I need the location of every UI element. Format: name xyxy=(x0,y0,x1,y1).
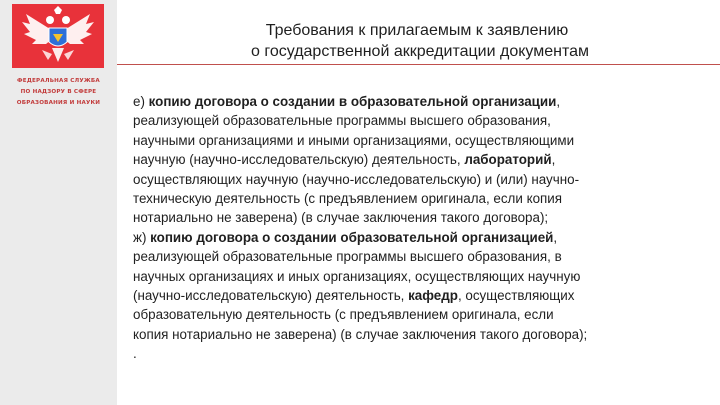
title-line-2: о государственной аккредитации документам xyxy=(251,43,589,60)
eagle-emblem-icon xyxy=(12,4,104,68)
text-line xyxy=(133,228,708,247)
text-line xyxy=(133,150,708,169)
item-e-heading: копию договора о создании в образовательной организации xyxy=(148,94,557,109)
text-line xyxy=(133,92,708,111)
text-segment: научную (научно-исследовательскую) деятельность, xyxy=(133,152,465,168)
agency-name-line-3: ОБРАЗОВАНИЯ И НАУКИ xyxy=(16,100,101,106)
text-line: техническую деятельность (с предъявлением оригинала, если копия xyxy=(133,190,563,206)
agency-name-line-1: ФЕДЕРАЛЬНАЯ СЛУЖБА xyxy=(17,78,100,84)
item-zh-punct: , xyxy=(553,229,558,245)
text-line: . xyxy=(133,346,137,362)
text-line: осуществляющих научную (научно-исследовательскую) и (или) научно- xyxy=(133,171,580,187)
text-line: научных организациях и иных организациях, осуществляющих научную xyxy=(133,268,581,284)
text-line: реализующей образовательные программы высшего образования, в xyxy=(133,249,562,265)
item-e-punct: , xyxy=(556,94,561,109)
item-zh-marker: ж) xyxy=(133,229,151,245)
text-line: нотариально не заверена) (в случае заключения такого договора); xyxy=(133,210,549,226)
text-segment: , xyxy=(551,152,556,168)
slide-title xyxy=(170,20,650,62)
text-line: образовательную деятельность (с предъявлением оригинала, если xyxy=(133,307,554,323)
text-segment: , осуществляющих xyxy=(457,287,575,303)
agency-emblem xyxy=(12,4,104,68)
text-line xyxy=(133,286,708,305)
text-line: реализующей образовательные программы высшего образования, xyxy=(133,113,551,129)
agency-name xyxy=(0,76,117,109)
requirements-text xyxy=(133,92,708,363)
laboratories-term: лабораторий xyxy=(464,152,552,168)
agency-name-line-2: ПО НАДЗОРУ В СФЕРЕ xyxy=(20,89,97,95)
departments-term: кафедр xyxy=(408,287,458,303)
item-e-marker: е) xyxy=(133,94,149,109)
header-divider xyxy=(117,64,720,65)
title-line-1: Требования к прилагаемым к заявлению xyxy=(265,22,569,39)
text-segment: (научно-исследовательскую) деятельность, xyxy=(133,287,409,303)
sidebar-panel xyxy=(0,0,117,405)
item-zh-heading: копию договора о создании образовательной организацией xyxy=(150,229,554,245)
text-line: копия нотариально не заверена) (в случае заключения такого договора); xyxy=(133,326,588,342)
text-line: научными организациями и иными организациями, осуществляющими xyxy=(133,132,575,148)
